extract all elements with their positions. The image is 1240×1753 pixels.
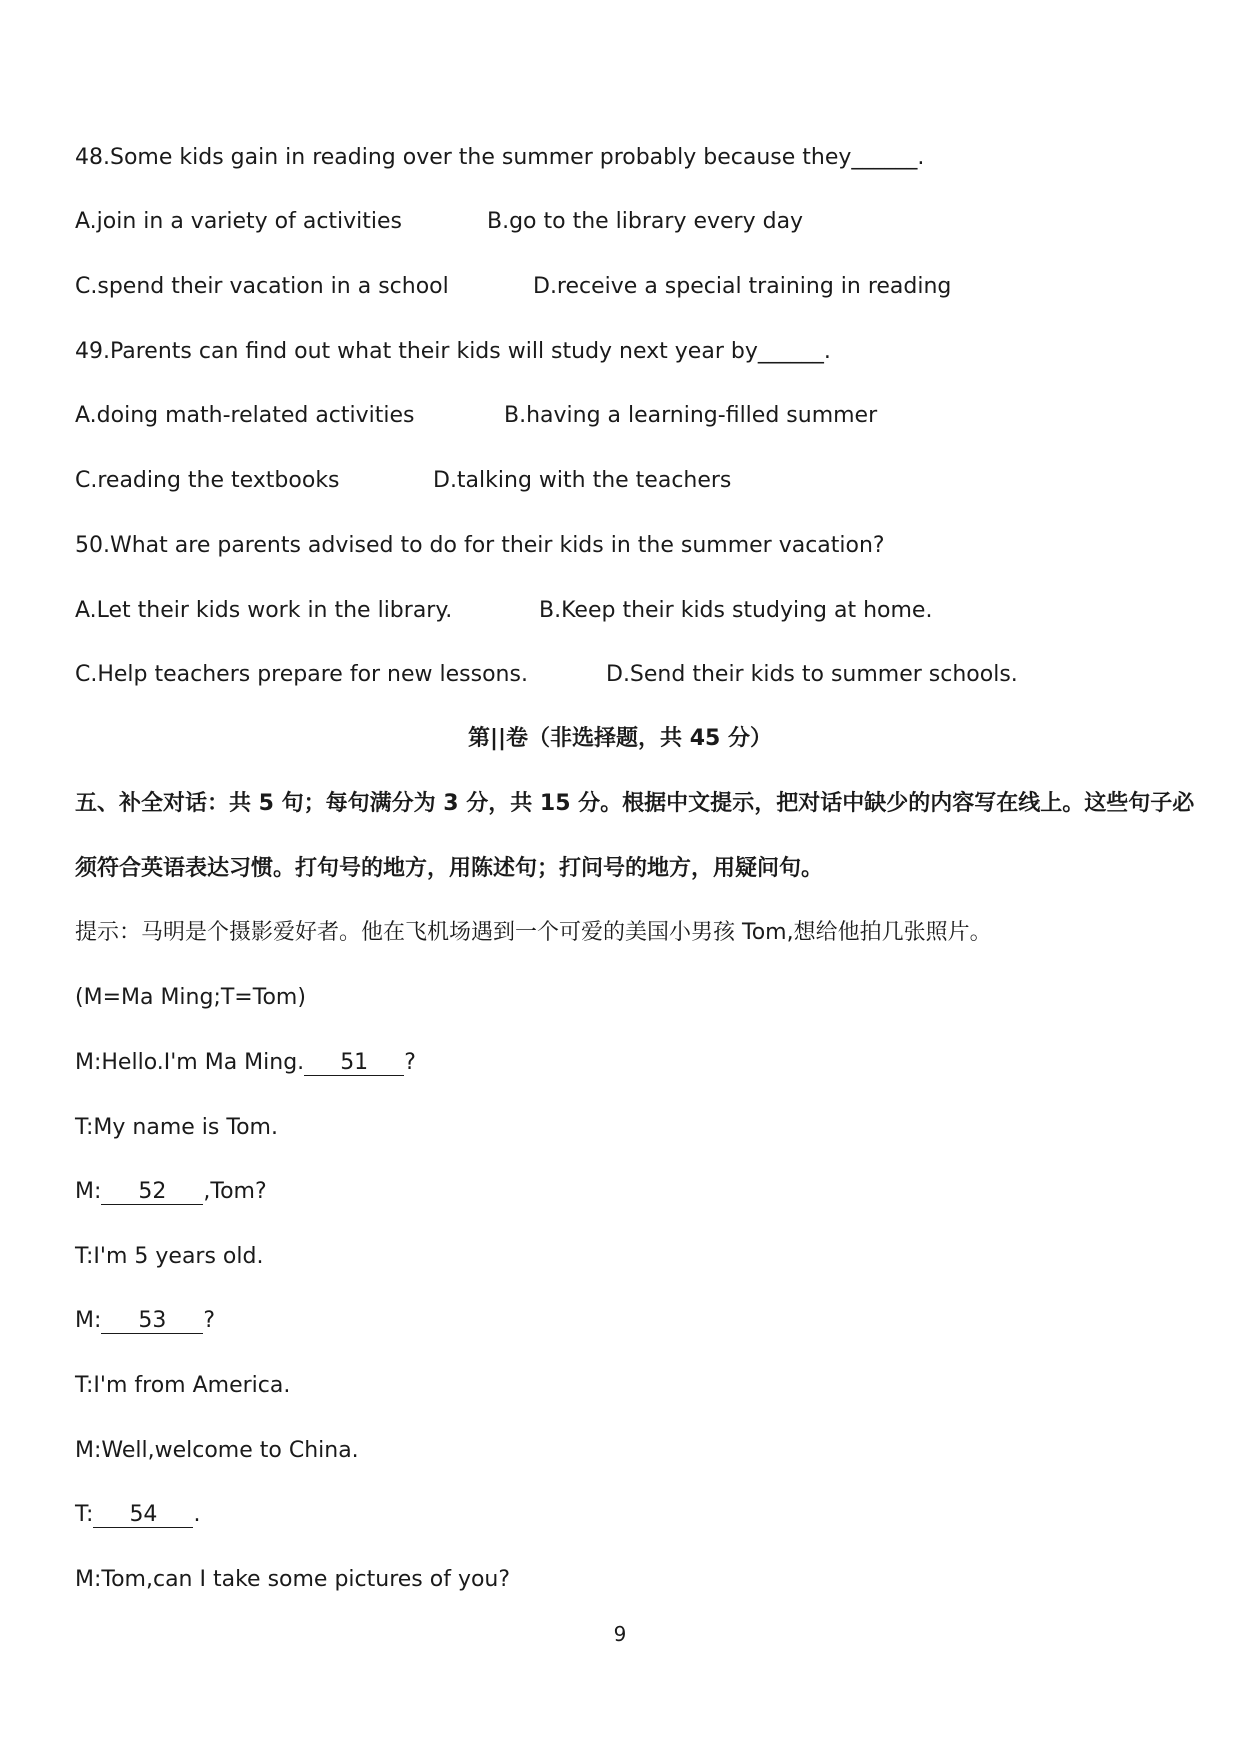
dialogue-text: M:	[75, 1308, 102, 1333]
dialogue-line-2: T:My name is Tom.	[75, 1115, 278, 1140]
dialogue-punct: ?	[203, 1308, 216, 1333]
dialogue-line-3	[75, 1177, 267, 1207]
q48-option-c: C.spend their vacation in a school	[75, 274, 449, 299]
q50-option-c: C.Help teachers prepare for new lessons.	[75, 662, 528, 687]
dialogue-line-7: M:Well,welcome to China.	[75, 1438, 359, 1463]
q49-option-a: A.doing math-related activities	[75, 403, 415, 428]
q49-option-b: B.having a learning-filled summer	[504, 403, 878, 428]
part-2-title: 第||卷（非选择题，共 45 分）	[467, 726, 772, 751]
q50-option-a: A.Let their kids work in the library.	[75, 598, 453, 623]
dialogue-line-6: T:I'm from America.	[75, 1373, 291, 1398]
dialogue-text: M:Hello.I'm Ma Ming.	[75, 1050, 305, 1075]
q50-option-d: D.Send their kids to summer schools.	[606, 662, 1018, 687]
dialogue-punct: .	[193, 1502, 201, 1527]
answer-blank-53[interactable]: 53	[101, 1309, 203, 1334]
dialogue-punct: ?	[404, 1050, 416, 1075]
q48-option-d: D.receive a special training in reading	[533, 274, 952, 299]
question-49-stem: 49.Parents can find out what their kids will study next year by______.	[75, 339, 831, 364]
section-5-instruction-line-1: 五、补全对话：共 5 句；每句满分为 3 分，共 15 分。根据中文提示，把对话中缺少的内容写在线上。这些句子必	[75, 791, 1195, 816]
dialogue-line-9: M:Tom,can I take some pictures of you?	[75, 1567, 511, 1592]
question-50-stem: 50.What are parents advised to do for their kids in the summer vacation?	[75, 533, 885, 558]
question-48-stem: 48.Some kids gain in reading over the summer probably because they______.	[75, 145, 925, 170]
dialogue-text: M:	[75, 1179, 102, 1204]
answer-blank-54[interactable]: 54	[93, 1503, 193, 1528]
dialogue-punct: ,Tom?	[203, 1179, 267, 1204]
dialogue-line-8	[75, 1500, 200, 1530]
page-number: 9	[613, 1622, 627, 1646]
section-5-instruction-line-2: 须符合英语表达习惯。打句号的地方，用陈述句；打问号的地方，用疑问句。	[75, 856, 824, 881]
q49-option-d: D.talking with the teachers	[433, 468, 732, 493]
q48-option-b: B.go to the library every day	[487, 209, 804, 234]
dialogue-line-5	[75, 1306, 215, 1336]
speaker-legend: (M=Ma Ming;T=Tom)	[75, 985, 306, 1010]
dialogue-text: T:	[75, 1502, 94, 1527]
dialogue-hint: 提示：马明是个摄影爱好者。他在飞机场遇到一个可爱的美国小男孩 Tom,想给他拍几张照片。	[75, 920, 992, 945]
dialogue-line-1	[75, 1048, 416, 1078]
q48-option-a: A.join in a variety of activities	[75, 209, 403, 234]
answer-blank-51[interactable]: 51	[304, 1051, 404, 1076]
q50-option-b: B.Keep their kids studying at home.	[539, 598, 933, 623]
answer-blank-52[interactable]: 52	[101, 1180, 203, 1205]
dialogue-line-4: T:I'm 5 years old.	[75, 1244, 264, 1269]
q49-option-c: C.reading the textbooks	[75, 468, 340, 493]
